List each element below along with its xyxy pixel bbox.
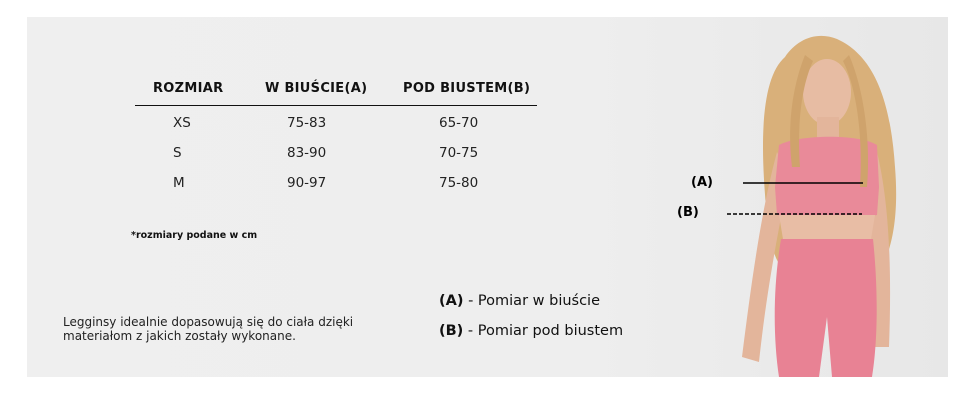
legend-item-a — [439, 293, 623, 323]
cell-bust: 90-97 — [287, 175, 327, 191]
header-size: ROZMIAR — [153, 81, 224, 96]
table-header — [135, 79, 537, 106]
table-row — [135, 166, 537, 196]
legend-text-b: - Pomiar pod biustem — [463, 323, 624, 339]
header-underbust: POD BIUSTEM(B) — [403, 81, 531, 96]
model-figure — [667, 17, 948, 377]
cell-bust: 83-90 — [287, 145, 327, 161]
cell-size: XS — [173, 115, 191, 131]
cell-underbust: 65-70 — [439, 115, 479, 131]
cell-size: M — [173, 175, 185, 191]
cell-bust: 75-83 — [287, 115, 327, 131]
marker-b-label: (B) — [677, 205, 699, 220]
size-note: *rozmiary podane w cm — [131, 230, 258, 241]
legend-key-b: (B) — [439, 323, 464, 339]
cell-underbust: 70-75 — [439, 145, 479, 161]
model-illustration — [667, 17, 948, 377]
cell-size: S — [173, 145, 182, 161]
header-bust: W BIUŚCIE(A) — [265, 81, 368, 96]
size-chart-panel — [27, 17, 948, 377]
marker-a-label: (A) — [691, 175, 713, 190]
table-row — [135, 136, 537, 166]
legend-item-b — [439, 323, 623, 353]
cell-underbust: 75-80 — [439, 175, 479, 191]
product-description: Legginsy idealnie dopasowują się do ciała dzięki materiałom z jakich zostały wykonane. — [63, 315, 354, 343]
legend-key-a: (A) — [439, 293, 464, 309]
measurement-legend — [439, 293, 623, 353]
table-row — [135, 106, 537, 136]
size-table — [135, 79, 537, 196]
legend-text-a: - Pomiar w biuście — [463, 293, 601, 309]
